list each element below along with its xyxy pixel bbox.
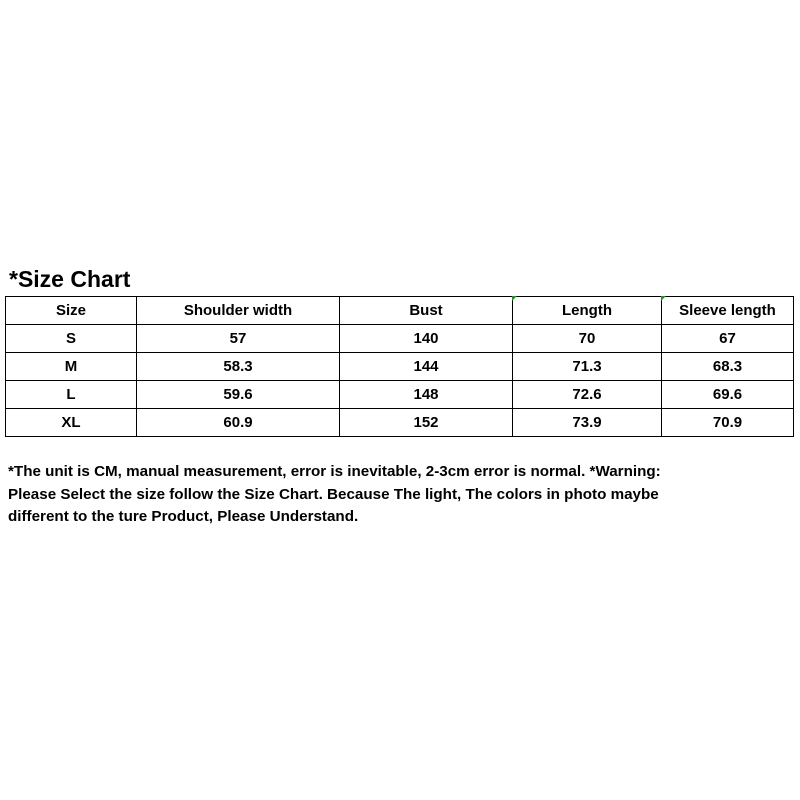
size-chart-table [5,296,794,437]
shoulder-width-cell: 60.9 [137,409,340,437]
table-row [6,325,794,353]
bust-cell: 152 [340,409,513,437]
length-cell: 71.3 [513,353,662,381]
size-chart-title: *Size Chart [9,266,131,292]
measurement-note [8,461,794,529]
shoulder-width-cell: 58.3 [137,353,340,381]
column-header-bust: Bust [340,297,513,325]
length-cell: 72.6 [513,381,662,409]
cell-corner-marker [512,296,517,301]
note-line: different to the ture Product, Please Understand. [8,508,359,525]
column-header-size: Size [6,297,137,325]
column-header-sleeve-length-label: Sleeve length [679,302,776,319]
bust-cell: 140 [340,325,513,353]
size-cell: L [6,381,137,409]
shoulder-width-cell: 59.6 [137,381,340,409]
table-row [6,381,794,409]
column-header-length [513,297,662,325]
sleeve-length-cell: 68.3 [662,353,794,381]
cell-corner-marker [661,296,666,301]
sleeve-length-cell: 69.6 [662,381,794,409]
table-header-row [6,297,794,325]
table-row [6,409,794,437]
note-line: Please Select the size follow the Size Chart. Because The light, The colors in photo maybe [8,485,659,503]
column-header-shoulder-width: Shoulder width [137,297,340,325]
size-cell: M [6,353,137,381]
table-row [6,353,794,381]
bust-cell: 148 [340,381,513,409]
length-cell: 70 [513,325,662,353]
shoulder-width-cell: 57 [137,325,340,353]
column-header-length-label: Length [562,302,612,319]
note-line: *The unit is CM, manual measurement, error is inevitable, 2-3cm error is normal. *Warning: [8,463,661,480]
length-cell: 73.9 [513,409,662,437]
bust-cell: 144 [340,353,513,381]
sleeve-length-cell: 67 [662,325,794,353]
size-cell: XL [6,409,137,437]
column-header-sleeve-length [662,297,794,325]
size-cell: S [6,325,137,353]
sleeve-length-cell: 70.9 [662,409,794,437]
